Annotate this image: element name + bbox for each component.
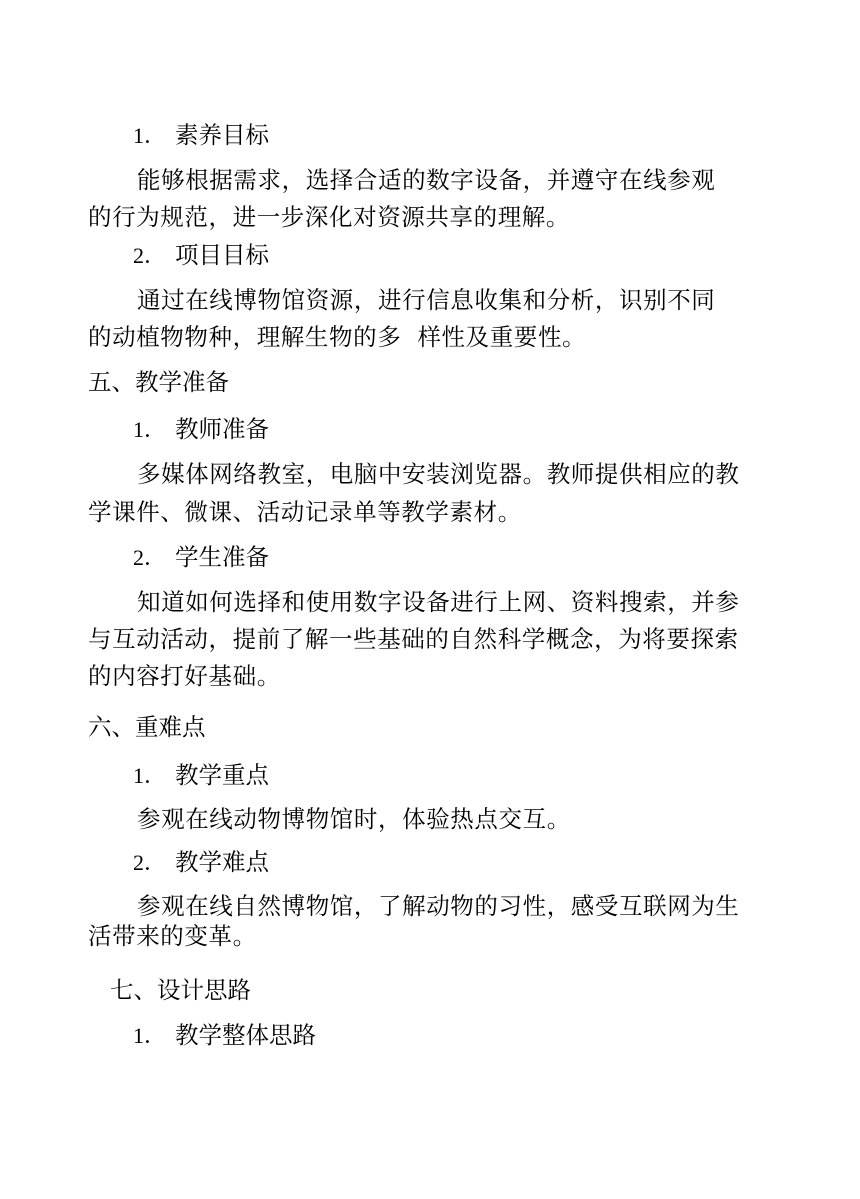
subheading-teacher-prep — [133, 410, 269, 444]
subheading-teaching-focus — [133, 756, 269, 790]
subheading-text: 教学重点 — [175, 761, 269, 789]
paragraph-line: 多媒体网络教室，电脑中安装浏览器。教师提供相应的教 — [137, 460, 740, 488]
subheading-text: 教学难点 — [175, 848, 269, 876]
paragraph-line: 与互动活动，提前了解一些基础的自然科学概念，为将要探索 — [88, 625, 739, 653]
subheading-text: 项目目标 — [175, 241, 269, 269]
subheading-literacy-goal — [133, 116, 269, 150]
paragraph-line: 活带来的变革。 — [88, 922, 257, 950]
paragraph-line: 参观在线自然博物馆，了解动物的习性，感受互联网为生 — [137, 892, 740, 920]
paragraph-line: 能够根据需求，选择合适的数字设备，并遵守在线参观 — [137, 166, 716, 194]
subheading-teaching-difficulty — [133, 843, 269, 877]
paragraph-line: 的动植物物种，理解生物的多 样性及重要性。 — [88, 323, 587, 351]
item-number: 1． — [133, 763, 167, 788]
subheading-text: 教师准备 — [175, 415, 269, 443]
item-number: 1． — [133, 1023, 167, 1048]
item-number: 2． — [133, 850, 167, 875]
paragraph-line: 的内容打好基础。 — [88, 662, 281, 690]
section-heading-key-points: 六、重难点 — [88, 713, 206, 741]
section-heading-preparation: 五、教学准备 — [88, 368, 229, 396]
subheading-text: 学生准备 — [175, 543, 269, 571]
item-number: 2． — [133, 243, 167, 268]
subheading-project-goal — [133, 236, 269, 270]
paragraph-line: 参观在线动物博物馆时，体验热点交互。 — [137, 805, 571, 833]
subheading-student-prep — [133, 538, 269, 572]
subheading-text: 素养目标 — [175, 121, 269, 149]
paragraph-line: 知道如何选择和使用数字设备进行上网、资料搜索，并参 — [137, 588, 740, 616]
paragraph-line: 学课件、微课、活动记录单等教学素材。 — [88, 498, 522, 526]
section-heading-design-ideas: 七、设计思路 — [110, 976, 251, 1004]
paragraph-line: 的行为规范，进一步深化对资源共享的理解。 — [88, 203, 570, 231]
subheading-text: 教学整体思路 — [175, 1021, 316, 1049]
item-number: 2． — [133, 545, 167, 570]
subheading-overall-approach — [133, 1016, 316, 1050]
item-number: 1． — [133, 417, 167, 442]
paragraph-line: 通过在线博物馆资源，进行信息收集和分析，识别不同 — [137, 286, 716, 314]
item-number: 1． — [133, 123, 167, 148]
